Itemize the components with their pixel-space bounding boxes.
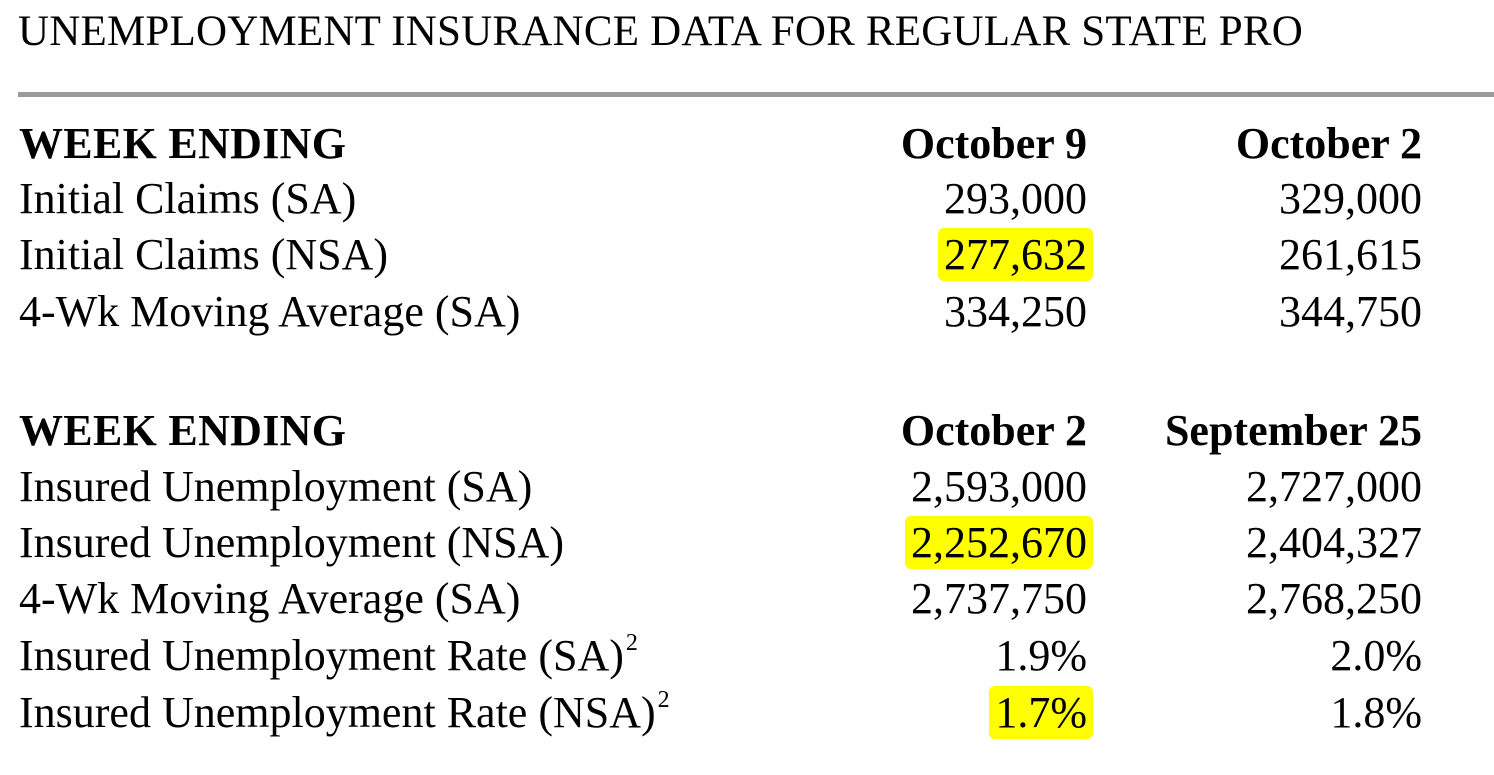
document-title: UNEMPLOYMENT INSURANCE DATA FOR REGULAR STATE PRO bbox=[18, 8, 1304, 55]
row-value-col1: 293,000 bbox=[944, 174, 1087, 223]
row-value-col1: 1.9% bbox=[995, 631, 1087, 680]
section1-header-row bbox=[0, 116, 1494, 172]
row-label-text: Insured Unemployment Rate (NSA) bbox=[19, 688, 656, 737]
table-row bbox=[0, 459, 1494, 515]
footnote-marker: 2 bbox=[657, 687, 670, 714]
row-label: Insured Unemployment (NSA) bbox=[19, 518, 565, 567]
row-value-col1: 2,737,750 bbox=[911, 574, 1087, 623]
footnote-marker: 2 bbox=[625, 630, 638, 657]
row-value-col2: 2.0% bbox=[1330, 631, 1422, 680]
section2-header-col1: October 2 bbox=[900, 406, 1087, 455]
row-label: 4-Wk Moving Average (SA) bbox=[19, 287, 521, 336]
table-row bbox=[0, 171, 1494, 227]
table-row bbox=[0, 685, 1494, 741]
table-row bbox=[0, 227, 1494, 283]
row-value-col2: 344,750 bbox=[1279, 287, 1422, 336]
section2-header-label: WEEK ENDING bbox=[19, 406, 347, 455]
row-label: Initial Claims (SA) bbox=[19, 174, 357, 223]
highlight-mark: 2,252,670 bbox=[905, 516, 1093, 569]
table-row bbox=[0, 284, 1494, 340]
section1-header-label: WEEK ENDING bbox=[19, 119, 347, 168]
section1-header-col2: October 2 bbox=[1235, 119, 1422, 168]
highlight-mark: 277,632 bbox=[938, 228, 1093, 281]
section2-header-col2: September 25 bbox=[1164, 406, 1422, 455]
highlight-mark: 1.7% bbox=[989, 686, 1093, 739]
row-label: Insured Unemployment (SA) bbox=[19, 462, 533, 511]
row-value-col1 bbox=[989, 685, 1087, 741]
section2-header-row bbox=[0, 403, 1494, 459]
row-label bbox=[19, 685, 670, 741]
table-row bbox=[0, 571, 1494, 627]
row-label: Initial Claims (NSA) bbox=[19, 230, 389, 279]
row-label: 4-Wk Moving Average (SA) bbox=[19, 574, 521, 623]
title-divider bbox=[18, 92, 1494, 97]
row-value-col1: 2,593,000 bbox=[911, 462, 1087, 511]
row-value-col2: 2,768,250 bbox=[1246, 574, 1422, 623]
row-value-col2: 2,727,000 bbox=[1246, 462, 1422, 511]
section1-header-col1: October 9 bbox=[900, 119, 1087, 168]
row-value-col2: 2,404,327 bbox=[1246, 518, 1422, 567]
table-row bbox=[0, 628, 1494, 684]
row-value-col2: 329,000 bbox=[1279, 174, 1422, 223]
row-label bbox=[19, 628, 638, 684]
row-label-text: Insured Unemployment Rate (SA) bbox=[19, 631, 624, 680]
table-row bbox=[0, 515, 1494, 571]
row-value-col1: 334,250 bbox=[944, 287, 1087, 336]
row-value-col2: 1.8% bbox=[1330, 688, 1422, 737]
row-value-col2: 261,615 bbox=[1279, 230, 1422, 279]
row-value-col1 bbox=[905, 515, 1087, 571]
row-value-col1 bbox=[938, 227, 1087, 283]
